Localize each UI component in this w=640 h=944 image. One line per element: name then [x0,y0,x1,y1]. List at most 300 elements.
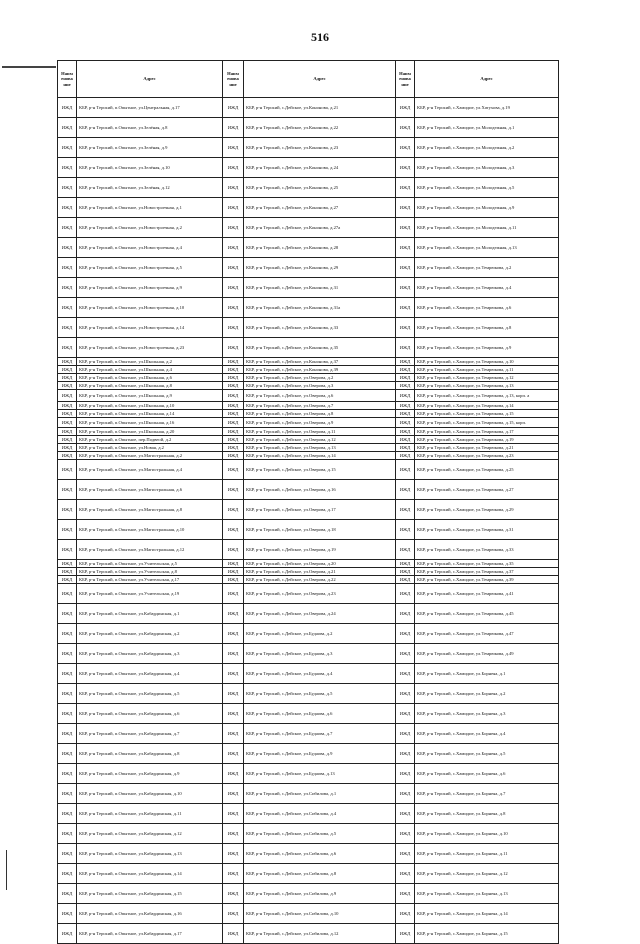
address-cell: КБР, р-н Терский, с.Дейское, ул.Оверова, д.15 [244,460,396,480]
object-type-cell: ИЖД [58,402,77,410]
object-type-cell: ИЖД [396,568,415,576]
address-cell: КБР, р-н Терский, с.Хамидие, ул.Темрюкова, д.23 [415,452,559,460]
address-cell: КБР, р-н Терский, с.Дейское, ул.Кононова, д.24 [244,158,396,178]
address-cell: КБР, р-н Терский, с.Хамидие, ул.Молодежная, д.9 [415,198,559,218]
address-cell: КБР, р-н Терский, с.Дейское, ул.Кононова, д.27а [244,218,396,238]
object-type-cell: ИЖД [58,358,77,366]
object-type-cell: ИЖД [58,98,77,118]
object-type-cell: ИЖД [396,158,415,178]
object-type-cell: ИЖД [396,178,415,198]
address-cell: КБР, р-н Терский, п.Опытное, ул.Кабардинская, д.1 [77,604,223,624]
object-type-cell: ИЖД [223,744,244,764]
address-cell: КБР, р-н Терский, п.Опытное, ул.Магистральная, д.12 [77,540,223,560]
address-cell: КБР, р-н Терский, п.Опытное, ул.Кабардинская, д.7 [77,724,223,744]
object-type-cell: ИЖД [396,784,415,804]
object-type-cell: ИЖД [223,784,244,804]
address-cell: КБР, р-н Терский, п.Опытное, ул.Новостроечная, д.1 [77,198,223,218]
object-type-cell: ИЖД [396,318,415,338]
object-type-cell: ИЖД [58,704,77,724]
address-cell: КБР, р-н Терский, п.Опытное, ул.Учительская, д.17 [77,576,223,584]
address-cell: КБР, р-н Терский, п.Опытное, ул.Кабардинская, д.12 [77,824,223,844]
object-type-cell: ИЖД [223,258,244,278]
address-cell: КБР, р-н Терский, п.Опытное, ул.Кабардинская, д.3 [77,644,223,664]
table-row [58,664,559,684]
address-cell: КБР, р-н Терский, с.Дейское, ул.Оверова, д.16 [244,480,396,500]
object-type-cell: ИЖД [396,584,415,604]
address-cell: КБР, р-н Терский, с.Хамидие, ул.Борнеяа, д.11 [415,844,559,864]
address-cell: КБР, р-н Терский, с.Дейское, ул.Кононова, д.29 [244,258,396,278]
address-cell: КБР, р-н Терский, с.Хамидие, ул.Темрюкова, д.9 [415,338,559,358]
object-type-cell: ИЖД [396,366,415,374]
table-row [58,178,559,198]
object-type-cell: ИЖД [58,444,77,452]
object-type-cell: ИЖД [58,436,77,444]
table-row [58,98,559,118]
address-cell: КБР, р-н Терский, п.Опытное, ул.Кабардинская, д.8 [77,744,223,764]
table-row [58,744,559,764]
address-cell: КБР, р-н Терский, с.Хамидие, ул.Темрюкова, д.29 [415,500,559,520]
object-type-cell: ИЖД [223,540,244,560]
address-cell: КБР, р-н Терский, с.Хамидие, ул.Темрюкова, д.39 [415,576,559,584]
address-cell: КБР, р-н Терский, с.Хамидие, ул.Темрюкова, д.45 [415,604,559,624]
object-type-cell: ИЖД [396,402,415,410]
address-cell: КБР, р-н Терский, п.Опытное, ул.Кабардинская, д.14 [77,864,223,884]
address-cell: КБР, р-н Терский, п.Опытное, ул.Зелёная, д.9 [77,138,223,158]
object-type-cell: ИЖД [58,724,77,744]
address-cell: КБР, р-н Терский, с.Хамидие, ул.Борнеяа, д.10 [415,824,559,844]
object-type-cell: ИЖД [223,500,244,520]
object-type-cell: ИЖД [223,138,244,158]
address-cell: КБР, р-н Терский, с.Дейское, ул.Сибилова, д.1 [244,784,396,804]
address-cell: КБР, р-н Терский, с.Дейское, ул.Сибилова, д.6 [244,844,396,864]
address-cell: КБР, р-н Терский, с.Дейское, ул.Кононова, д.35 [244,338,396,358]
address-cell: КБР, р-н Терский, с.Дейское, ул.Будаова, д.4 [244,664,396,684]
object-type-cell: ИЖД [396,118,415,138]
object-type-cell: ИЖД [396,804,415,824]
object-type-cell: ИЖД [58,520,77,540]
address-cell: КБР, р-н Терский, с.Дейское, ул.Оверова, д.7 [244,402,396,410]
address-cell: КБР, р-н Терский, п.Опытное, ул.Учительская, д.8 [77,568,223,576]
object-type-cell: ИЖД [396,452,415,460]
address-cell: КБР, р-н Терский, с.Дейское, ул.Оверова, д.21 [244,568,396,576]
address-cell: КБР, р-н Терский, с.Дейское, ул.Кононова, д.21 [244,98,396,118]
object-type-cell: ИЖД [396,904,415,924]
table-row [58,118,559,138]
object-type-cell: ИЖД [58,238,77,258]
table-row [58,410,559,418]
object-type-cell: ИЖД [58,178,77,198]
address-cell: КБР, р-н Терский, п.Опытное, ул.Магистральная, д.10 [77,520,223,540]
object-type-cell: ИЖД [396,624,415,644]
address-cell: КБР, р-н Терский, с.Дейское, ул.Будаова, д.6 [244,704,396,724]
object-type-cell: ИЖД [58,418,77,428]
table-row [58,500,559,520]
object-type-cell: ИЖД [58,784,77,804]
address-cell: КБР, р-н Терский, с.Хамидие, ул.Борнеяа, д.8 [415,804,559,824]
object-type-cell: ИЖД [58,410,77,418]
object-type-cell: ИЖД [396,410,415,418]
object-type-cell: ИЖД [58,460,77,480]
address-cell: КБР, р-н Терский, п.Опытное, ул.Магистральная, д.2 [77,452,223,460]
address-cell: КБР, р-н Терский, п.Опытное, ул.Зелёная, д.8 [77,118,223,138]
col-address-header-2: Адрес [244,61,396,98]
address-cell: КБР, р-н Терский, с.Дейское, ул.Будаова, д.2 [244,624,396,644]
object-type-cell: ИЖД [396,98,415,118]
address-cell: КБР, р-н Терский, с.Дейское, ул.Оверова, д.20 [244,560,396,568]
table-row [58,604,559,624]
table-row [58,568,559,576]
object-type-cell: ИЖД [58,452,77,460]
object-type-cell: ИЖД [58,684,77,704]
object-type-cell: ИЖД [396,844,415,864]
object-type-cell: ИЖД [223,884,244,904]
address-cell: КБР, р-н Терский, с.Дейское, ул.Сибилова, д.5 [244,824,396,844]
object-type-cell: ИЖД [396,604,415,624]
table-header-row [58,61,559,98]
object-type-cell: ИЖД [223,410,244,418]
object-type-cell: ИЖД [223,824,244,844]
address-cell: КБР, р-н Терский, п.Опытное, ул.Кабардинская, д.15 [77,884,223,904]
object-type-cell: ИЖД [58,824,77,844]
object-type-cell: ИЖД [223,278,244,298]
table-row [58,844,559,864]
address-cell: КБР, р-н Терский, п.Опытное, ул.Новая, д.2 [77,444,223,452]
address-cell: КБР, р-н Терский, с.Хамидие, ул.Темрюкова, д.15 [415,410,559,418]
table-row [58,218,559,238]
table-row [58,158,559,178]
object-type-cell: ИЖД [223,704,244,724]
address-register-table [57,60,559,944]
object-type-cell: ИЖД [58,764,77,784]
object-type-cell: ИЖД [396,418,415,428]
address-cell: КБР, р-н Терский, с.Дейское, ул.Кононова, д.23 [244,138,396,158]
address-cell: КБР, р-н Терский, с.Дейское, ул.Будаова, д.13 [244,764,396,784]
address-cell: КБР, р-н Терский, с.Дейское, ул.Оверова, д.17 [244,500,396,520]
object-type-cell: ИЖД [58,540,77,560]
object-type-cell: ИЖД [223,604,244,624]
address-cell: КБР, р-н Терский, с.Хамидие, ул.Борнеяа, д.2 [415,684,559,704]
address-cell: КБР, р-н Терский, с.Дейское, ул.Кононова, д.22 [244,118,396,138]
address-cell: КБР, р-н Терский, п.Опытное, ул.Школьная, д.4 [77,366,223,374]
object-type-cell: ИЖД [58,568,77,576]
object-type-cell: ИЖД [223,560,244,568]
object-type-cell: ИЖД [223,568,244,576]
object-type-cell: ИЖД [396,824,415,844]
address-cell: КБР, р-н Терский, п.Опытное, ул.Учительская, д.5 [77,560,223,568]
address-cell: КБР, р-н Терский, п.Опытное, ул.Школьная, д.20 [77,428,223,436]
object-type-cell: ИЖД [396,884,415,904]
address-cell: КБР, р-н Терский, с.Хамидие, ул.Темрюкова, д.4 [415,278,559,298]
object-type-cell: ИЖД [223,390,244,402]
address-cell: КБР, р-н Терский, с.Хамидие, ул.Молодежная, д.3 [415,158,559,178]
object-type-cell: ИЖД [223,158,244,178]
address-cell: КБР, р-н Терский, с.Хамидие, ул.Темрюкова, д.49 [415,644,559,664]
table-row [58,684,559,704]
table-row [58,724,559,744]
object-type-cell: ИЖД [396,298,415,318]
object-type-cell: ИЖД [223,844,244,864]
object-type-cell: ИЖД [396,480,415,500]
address-cell: КБР, р-н Терский, п.Опытное, ул.Кабардинская, д.4 [77,664,223,684]
object-type-cell: ИЖД [223,460,244,480]
object-type-cell: ИЖД [396,744,415,764]
address-cell: КБР, р-н Терский, п.Опытное, ул.Школьная, д.16 [77,418,223,428]
address-cell: КБР, р-н Терский, с.Хамидие, ул.Борнеяа, д.7 [415,784,559,804]
col-type-header-1: Наим енова ние [58,61,77,98]
table-row [58,444,559,452]
col-address-header-1: Адрес [77,61,223,98]
address-cell: КБР, р-н Терский, с.Хамидие, ул.Молодежная, д.2 [415,138,559,158]
address-cell: КБР, р-н Терский, с.Хамидие, ул.Борнеяа, д.12 [415,864,559,884]
object-type-cell: ИЖД [396,724,415,744]
address-cell: КБР, р-н Терский, с.Хамидие, ул.Темрюкова, д.11 [415,366,559,374]
object-type-cell: ИЖД [58,804,77,824]
object-type-cell: ИЖД [58,644,77,664]
address-cell: КБР, р-н Терский, с.Хамидие, ул.Темрюкова, д.41 [415,584,559,604]
object-type-cell: ИЖД [396,684,415,704]
table-row [58,418,559,428]
table-row [58,338,559,358]
object-type-cell: ИЖД [396,864,415,884]
object-type-cell: ИЖД [223,428,244,436]
address-cell: КБР, р-н Терский, п.Опытное, ул.Кабардинская, д.6 [77,704,223,724]
address-cell: КБР, р-н Терский, с.Хамидие, ул.Молодежная, д.11 [415,218,559,238]
object-type-cell: ИЖД [223,644,244,664]
object-type-cell: ИЖД [396,382,415,390]
address-cell: КБР, р-н Терский, с.Дейское, ул.Сибилова, д.12 [244,924,396,944]
table-row [58,704,559,724]
object-type-cell: ИЖД [223,366,244,374]
object-type-cell: ИЖД [396,644,415,664]
address-cell: КБР, р-н Терский, с.Хамидие, ул.Темрюкова, д.35 [415,560,559,568]
address-cell: КБР, р-н Терский, с.Дейское, ул.Будаова, д.7 [244,724,396,744]
address-cell: КБР, р-н Терский, с.Хамидие, ул.Темрюкова, д.37 [415,568,559,576]
object-type-cell: ИЖД [396,374,415,382]
address-cell: КБР, р-н Терский, с.Хамидие, ул.Темрюкова, д.14 [415,402,559,410]
address-cell: КБР, р-н Терский, с.Дейское, ул.Сибилова, д.9 [244,884,396,904]
address-cell: КБР, р-н Терский, п.Опытное, ул.Кабардинская, д.9 [77,764,223,784]
address-cell: КБР, р-н Терский, п.Опытное, ул.Кабардинская, д.11 [77,804,223,824]
address-cell: КБР, р-н Терский, с.Дейское, ул.Оверова, д.18 [244,520,396,540]
object-type-cell: ИЖД [396,138,415,158]
address-cell: КБР, р-н Терский, п.Опытное, ул.Новостроечная, д.4 [77,238,223,258]
object-type-cell: ИЖД [396,436,415,444]
object-type-cell: ИЖД [58,158,77,178]
col-type-header-2: Наим енова ние [223,61,244,98]
object-type-cell: ИЖД [58,390,77,402]
table-row [58,924,559,944]
table-row [58,540,559,560]
object-type-cell: ИЖД [58,584,77,604]
object-type-cell: ИЖД [58,624,77,644]
object-type-cell: ИЖД [58,138,77,158]
address-cell: КБР, р-н Терский, п.Опытное, ул.Школьная, д.6 [77,374,223,382]
address-cell: КБР, р-н Терский, с.Хамидие, ул.Борнеяа, д.15 [415,924,559,944]
address-cell: КБР, р-н Терский, с.Хамидие, ул.Темрюкова, д.17 [415,428,559,436]
object-type-cell: ИЖД [223,218,244,238]
object-type-cell: ИЖД [396,576,415,584]
object-type-cell: ИЖД [58,884,77,904]
address-cell: КБР, р-н Терский, с.Дейское, ул.Сибилова, д.4 [244,804,396,824]
table-row [58,390,559,402]
object-type-cell: ИЖД [396,460,415,480]
object-type-cell: ИЖД [396,258,415,278]
table-row [58,428,559,436]
object-type-cell: ИЖД [58,374,77,382]
address-cell: КБР, р-н Терский, п.Опытное, ул.Магистральная, д.8 [77,500,223,520]
table-row [58,436,559,444]
address-cell: КБР, р-н Терский, п.Опытное, ул.Магистральная, д.4 [77,460,223,480]
address-cell: КБР, р-н Терский, с.Дейское, ул.Оверова, д.19 [244,540,396,560]
object-type-cell: ИЖД [223,452,244,460]
address-cell: КБР, р-н Терский, с.Дейское, ул.Кононова, д.25 [244,178,396,198]
object-type-cell: ИЖД [223,338,244,358]
address-cell: КБР, р-н Терский, п.Опытное, ул.Зелёная, д.10 [77,158,223,178]
object-type-cell: ИЖД [223,118,244,138]
address-cell: КБР, р-н Терский, п.Опытное, ул.Кабардинская, д.5 [77,684,223,704]
address-cell: КБР, р-н Терский, с.Хамидие, ул.Темрюкова, д.47 [415,624,559,644]
object-type-cell: ИЖД [223,576,244,584]
table-row [58,576,559,584]
object-type-cell: ИЖД [58,560,77,568]
table-row [58,374,559,382]
object-type-cell: ИЖД [223,804,244,824]
object-type-cell: ИЖД [396,358,415,366]
address-cell: КБР, р-н Терский, с.Дейское, ул.Оверова, д.14 [244,452,396,460]
address-cell: КБР, р-н Терский, п.Опытное, ул.Новостроечная, д.2 [77,218,223,238]
address-cell: КБР, р-н Терский, п.Опытное, ул.Учительская, д.19 [77,584,223,604]
address-cell: КБР, р-н Терский, п.Опытное, ул.Магистральная, д.6 [77,480,223,500]
address-cell: КБР, р-н Терский, п.Опытное, ул.Школьная, д.10 [77,402,223,410]
address-cell: КБР, р-н Терский, с.Хамидие, ул.Темрюкова, д.33 [415,540,559,560]
address-cell: КБР, р-н Терский, с.Дейское, ул.Кононова, д.33 [244,318,396,338]
table-row [58,258,559,278]
object-type-cell: ИЖД [58,338,77,358]
object-type-cell: ИЖД [58,664,77,684]
object-type-cell: ИЖД [223,298,244,318]
object-type-cell: ИЖД [396,428,415,436]
object-type-cell: ИЖД [223,198,244,218]
address-cell: КБР, р-н Терский, с.Дейское, ул.Будаова, д.5 [244,684,396,704]
object-type-cell: ИЖД [223,624,244,644]
page-number: 516 [311,30,329,44]
address-cell: КБР, р-н Терский, с.Хамидие, ул.Темрюкова, д.8 [415,318,559,338]
address-cell: КБР, р-н Терский, п.Опытное, ул.Школьная, д.2 [77,358,223,366]
object-type-cell: ИЖД [223,764,244,784]
object-type-cell: ИЖД [396,444,415,452]
address-cell: КБР, р-н Терский, п.Опытное, ул.Новостроечная, д.14 [77,318,223,338]
object-type-cell: ИЖД [58,382,77,390]
address-cell: КБР, р-н Терский, с.Дейское, ул.Оверова, д.13 [244,444,396,452]
object-type-cell: ИЖД [396,198,415,218]
table-row [58,382,559,390]
object-type-cell: ИЖД [396,540,415,560]
table-row [58,318,559,338]
object-type-cell: ИЖД [58,258,77,278]
address-cell: КБР, р-н Терский, с.Хамидие, ул.Темрюкова, д.13, корп. а [415,390,559,402]
address-cell: КБР, р-н Терский, с.Хамидие, ул.Молодежная, д.13 [415,238,559,258]
table-row [58,402,559,410]
address-cell: КБР, р-н Терский, п.Опытное, пер.Подвеой, д.2 [77,436,223,444]
address-cell: КБР, р-н Терский, с.Дейское, ул.Оверова, д.9 [244,418,396,428]
object-type-cell: ИЖД [223,864,244,884]
address-cell: КБР, р-н Терский, с.Дейское, ул.Оверова, д.12 [244,436,396,444]
address-cell: КБР, р-н Терский, с.Дейское, ул.Кононова, д.39 [244,366,396,374]
object-type-cell: ИЖД [396,390,415,402]
object-type-cell: ИЖД [223,382,244,390]
address-cell: КБР, р-н Терский, с.Хамидие, ул.Борнеяа, д.1 [415,664,559,684]
object-type-cell: ИЖД [58,278,77,298]
object-type-cell: ИЖД [396,520,415,540]
object-type-cell: ИЖД [396,560,415,568]
table-row [58,452,559,460]
object-type-cell: ИЖД [223,904,244,924]
table-row [58,480,559,500]
table-row [58,764,559,784]
object-type-cell: ИЖД [58,118,77,138]
address-cell: КБР, р-н Терский, с.Дейское, ул.Оверова, д.23 [244,584,396,604]
address-cell: КБР, р-н Терский, с.Дейское, ул.Оверова, д.8 [244,410,396,418]
table-row [58,884,559,904]
object-type-cell: ИЖД [223,724,244,744]
object-type-cell: ИЖД [58,218,77,238]
table-row [58,238,559,258]
object-type-cell: ИЖД [396,664,415,684]
table-row [58,460,559,480]
object-type-cell: ИЖД [396,500,415,520]
object-type-cell: ИЖД [396,764,415,784]
table-row [58,784,559,804]
address-cell: КБР, р-н Терский, с.Дейское, ул.Оверова, д.11 [244,428,396,436]
object-type-cell: ИЖД [58,844,77,864]
object-type-cell: ИЖД [58,198,77,218]
address-cell: КБР, р-н Терский, с.Хамидие, ул.Темрюкова, д.21 [415,444,559,452]
table-row [58,624,559,644]
table-row [58,584,559,604]
table-row [58,864,559,884]
address-cell: КБР, р-н Терский, с.Дейское, ул.Кононова, д.31а [244,298,396,318]
address-cell: КБР, р-н Терский, с.Дейское, ул.Будаова, д.9 [244,744,396,764]
table-row [58,904,559,924]
object-type-cell: ИЖД [396,238,415,258]
table-row [58,520,559,540]
address-cell: КБР, р-н Терский, п.Опытное, ул.Новостроечная, д.9 [77,278,223,298]
table-row [58,644,559,664]
address-cell: КБР, р-н Терский, п.Опытное, ул.Школьная, д.14 [77,410,223,418]
object-type-cell: ИЖД [223,436,244,444]
object-type-cell: ИЖД [223,684,244,704]
object-type-cell: ИЖД [396,338,415,358]
table-row [58,824,559,844]
address-cell: КБР, р-н Терский, п.Опытное, ул.Новостроечная, д.10 [77,298,223,318]
address-cell: КБР, р-н Терский, с.Дейское, ул.Кононова, д.27 [244,198,396,218]
address-cell: КБР, р-н Терский, с.Хамидие, ул.Темрюкова, д.31 [415,520,559,540]
address-cell: КБР, р-н Терский, с.Хамидие, ул.Темрюкова, д.10 [415,358,559,366]
address-cell: КБР, р-н Терский, с.Дейское, ул.Оверова, д.22 [244,576,396,584]
address-cell: КБР, р-н Терский, с.Хамидие, ул.Темрюкова, д.13 [415,382,559,390]
object-type-cell: ИЖД [396,704,415,724]
table-body [58,98,559,944]
address-cell: КБР, р-н Терский, с.Хамидие, ул.Молодежная, д.5 [415,178,559,198]
address-cell: КБР, р-н Терский, п.Опытное, ул.Школьная, д.9 [77,390,223,402]
object-type-cell: ИЖД [58,500,77,520]
object-type-cell: ИЖД [223,924,244,944]
address-cell: КБР, р-н Терский, п.Опытное, ул.Зелёная, д.12 [77,178,223,198]
object-type-cell: ИЖД [58,924,77,944]
address-cell: КБР, р-н Терский, с.Дейское, ул.Оверова, д.2 [244,374,396,382]
address-cell: КБР, р-н Терский, с.Хамидие, ул.Хатухова, д.19 [415,98,559,118]
address-cell: КБР, р-н Терский, с.Хамидие, ул.Борнеяа, д.5 [415,744,559,764]
